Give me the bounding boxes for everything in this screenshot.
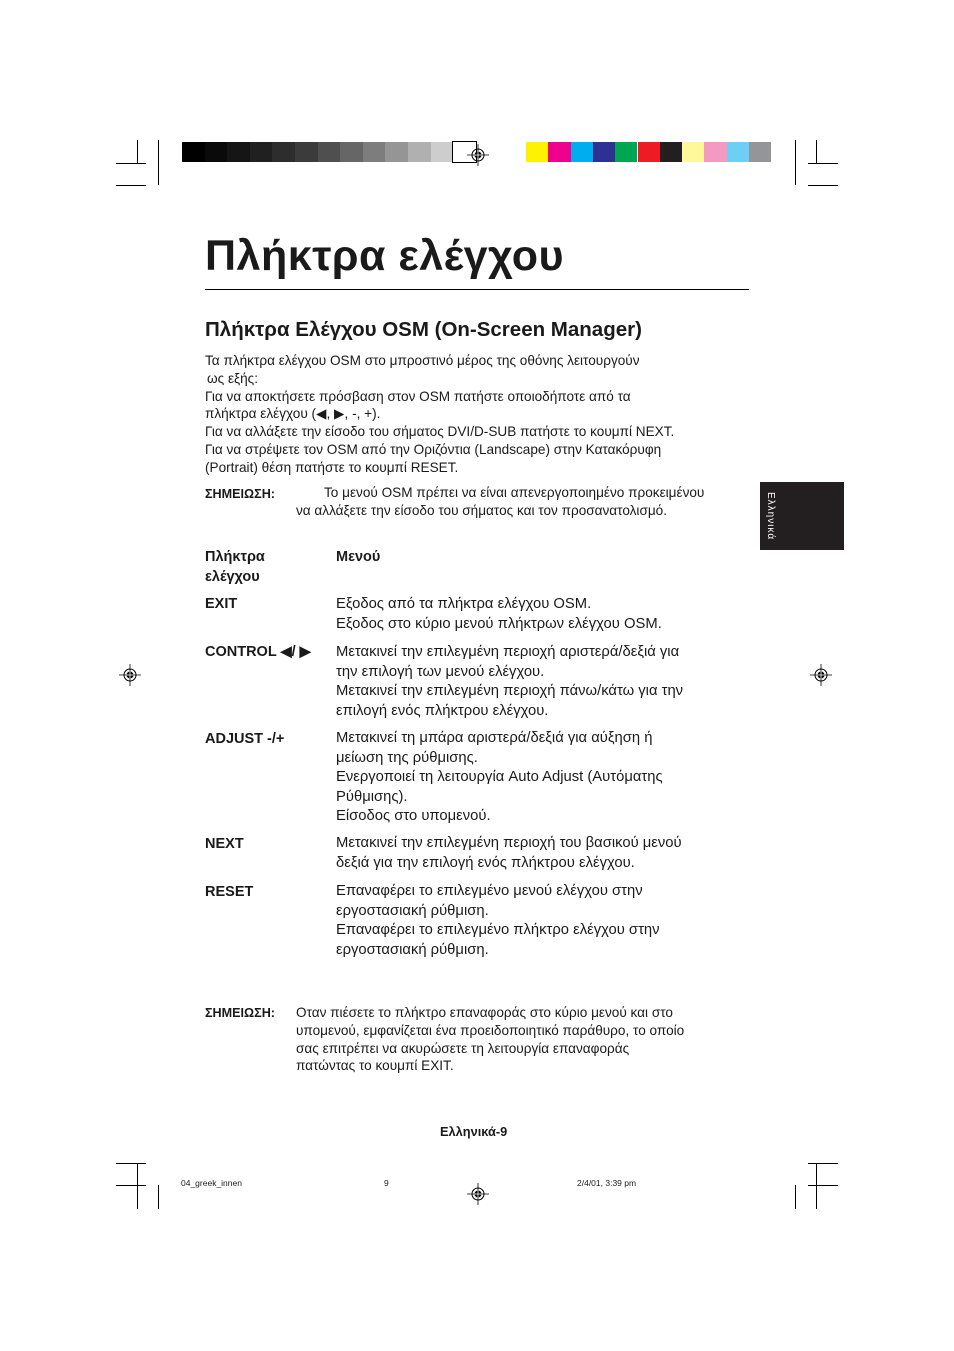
color-swatch: [749, 142, 771, 162]
desc-line: Μετακινεί την επιλεγμένη περιοχή του βασικού μενού: [336, 835, 682, 851]
desc-line: Είσοδος στο υπομενού.: [336, 808, 491, 824]
crop-mark: [137, 1163, 138, 1209]
page-title: Πλήκτρα ελέγχου: [205, 232, 565, 280]
crop-mark: [808, 1163, 838, 1164]
intro-paragraph: [205, 352, 765, 477]
intro-line: (Portrait) θέση πατήστε το κουμπί RESET.: [205, 459, 459, 475]
title-rule: [205, 289, 749, 290]
note-line: να αλλάξετε την είσοδο του σήματος και τον προσανατολισμό.: [296, 502, 668, 518]
gray-swatch: [182, 142, 205, 162]
color-swatch: [526, 142, 548, 162]
desc-next: [336, 834, 756, 873]
key-control: CONTROL ◀/ ▶: [205, 644, 311, 660]
registration-mark-icon: [467, 144, 489, 166]
desc-exit: [336, 595, 756, 634]
intro-line: ως εξής:: [207, 370, 258, 386]
note-label: ΣΗΜΕΙΩΣΗ:: [205, 1006, 275, 1020]
registration-mark-icon: [119, 664, 141, 686]
language-tab: [760, 482, 844, 550]
desc-line: Επαναφέρει το επιλεγμένο πλήκτρο ελέγχου στην: [336, 922, 660, 938]
gray-swatch: [385, 142, 408, 162]
slug-page: 9: [384, 1178, 389, 1188]
note-line: υπομενού, εμφανίζεται ένα προειδοποιητικό παράθυρο, το οποίο: [296, 1022, 685, 1038]
header-key-line: Πλήκτρα: [205, 549, 265, 565]
header-key-line: ελέγχου: [205, 568, 260, 585]
desc-line: δεξιά για την επιλογή ενός πλήκτρου ελέγχου.: [336, 854, 635, 871]
gray-swatch: [363, 142, 386, 162]
desc-control: [336, 643, 756, 721]
desc-line: εργοστασιακή ρύθμιση.: [336, 941, 489, 958]
intro-line: Τα πλήκτρα ελέγχου OSM στο μπροστινό μέρος της οθόνης λειτουργούν: [205, 353, 640, 368]
key-adjust: ADJUST -/+: [205, 731, 285, 747]
gray-swatch: [250, 142, 273, 162]
gray-swatch: [408, 142, 431, 162]
color-swatch: [704, 142, 726, 162]
desc-line: Ενεργοποιεί τη λειτουργία Auto Adjust (Αυτόματης: [336, 769, 663, 785]
gray-swatch: [318, 142, 341, 162]
gray-swatch: [205, 142, 228, 162]
crop-mark: [795, 1185, 796, 1209]
desc-adjust: [336, 729, 756, 827]
color-swatch: [682, 142, 704, 162]
color-swatch: [638, 142, 660, 162]
intro-line: Για να αλλάξετε την είσοδο του σήματος DVI/D-SUB πατήστε το κουμπί NEXT.: [205, 424, 675, 440]
slug-filename: 04_greek_innen: [181, 1178, 242, 1188]
crop-mark: [116, 185, 146, 186]
note-line: Το μενού OSM πρέπει να είναι απενεργοποιημένο προκειμένου: [324, 485, 705, 500]
note-label: ΣΗΜΕΙΩΣΗ:: [205, 487, 275, 501]
crop-mark: [808, 185, 838, 186]
note-line: πατώντας το κουμπί EXIT.: [296, 1058, 454, 1074]
table-header-menu: Μενού: [336, 549, 381, 565]
desc-line: Μετακινεί τη μπάρα αριστερά/δεξιά για αύξηση ή: [336, 730, 653, 746]
desc-line: επιλογή ενός πλήκτρου ελέγχου.: [336, 702, 549, 719]
note-line: σας επιτρέπει να ακυρώσετε τη λειτουργία επαναφοράς: [296, 1040, 630, 1056]
desc-line: μείωση της ρύθμισης.: [336, 749, 478, 766]
intro-line: Για να αποκτήσετε πρόσβαση στον OSM πατήστε οποιοδήποτε από τα: [205, 388, 631, 404]
note-text: [296, 484, 766, 520]
table-header-keys: [205, 548, 265, 587]
crop-mark: [158, 140, 159, 185]
crop-mark: [158, 1185, 159, 1209]
registration-mark-icon: [810, 664, 832, 686]
gray-swatch: [272, 142, 295, 162]
crop-mark: [137, 140, 138, 164]
desc-line: Μετακινεί την επιλεγμένη περιοχή πάνω/κάτω για την: [336, 683, 684, 699]
intro-line: πλήκτρα ελέγχου (◀, ▶, -, +).: [205, 406, 381, 422]
crop-mark: [116, 1163, 146, 1164]
desc-line: Εξοδος στο κύριο μενού πλήκτρων ελέγχου OSM.: [336, 615, 662, 632]
key-reset: RESET: [205, 884, 254, 900]
color-swatch: [727, 142, 749, 162]
color-swatch: [571, 142, 593, 162]
crop-mark: [116, 163, 146, 164]
crop-mark: [116, 1185, 146, 1186]
language-tab-label: Ελληνικά: [765, 492, 776, 541]
crop-mark: [808, 163, 838, 164]
section-heading: Πλήκτρα Ελέγχου OSM (On-Screen Manager): [205, 318, 642, 341]
desc-line: Εξοδος από τα πλήκτρα ελέγχου OSM.: [336, 596, 592, 612]
color-swatch: [593, 142, 615, 162]
desc-line: την επιλογή των μενού ελέγχου.: [336, 663, 545, 680]
crop-mark: [808, 1185, 838, 1186]
note-text: [296, 1004, 766, 1075]
gray-swatch: [431, 142, 454, 162]
registration-mark-icon: [467, 1183, 489, 1205]
key-exit: EXIT: [205, 596, 238, 612]
crop-mark: [795, 140, 796, 185]
slug-date: 2/4/01, 3:39 pm: [577, 1178, 637, 1188]
key-next: NEXT: [205, 836, 244, 852]
crop-mark: [816, 1163, 817, 1209]
desc-line: Επαναφέρει το επιλεγμένο μενού ελέγχου στην: [336, 883, 643, 899]
gray-swatch: [227, 142, 250, 162]
note-line: Οταν πιέσετε το πλήκτρο επαναφοράς στο κύριο μενού και στο: [296, 1005, 673, 1020]
color-swatch: [615, 142, 637, 162]
desc-line: εργοστασιακή ρύθμιση.: [336, 902, 489, 919]
gray-swatch: [295, 142, 318, 162]
desc-line: Μετακινεί την επιλεγμένη περιοχή αριστερά/δεξιά για: [336, 644, 680, 660]
page-number: Ελληνικά-9: [440, 1124, 508, 1139]
gray-swatch: [340, 142, 363, 162]
desc-reset: [336, 882, 756, 960]
crop-mark: [816, 140, 817, 164]
desc-line: Ρύθμισης).: [336, 788, 408, 805]
color-swatch: [548, 142, 570, 162]
color-swatch: [660, 142, 682, 162]
intro-line: Για να στρέψετε τον OSM από την Οριζόντια (Landscape) στην Κατακόρυφη: [205, 441, 662, 457]
